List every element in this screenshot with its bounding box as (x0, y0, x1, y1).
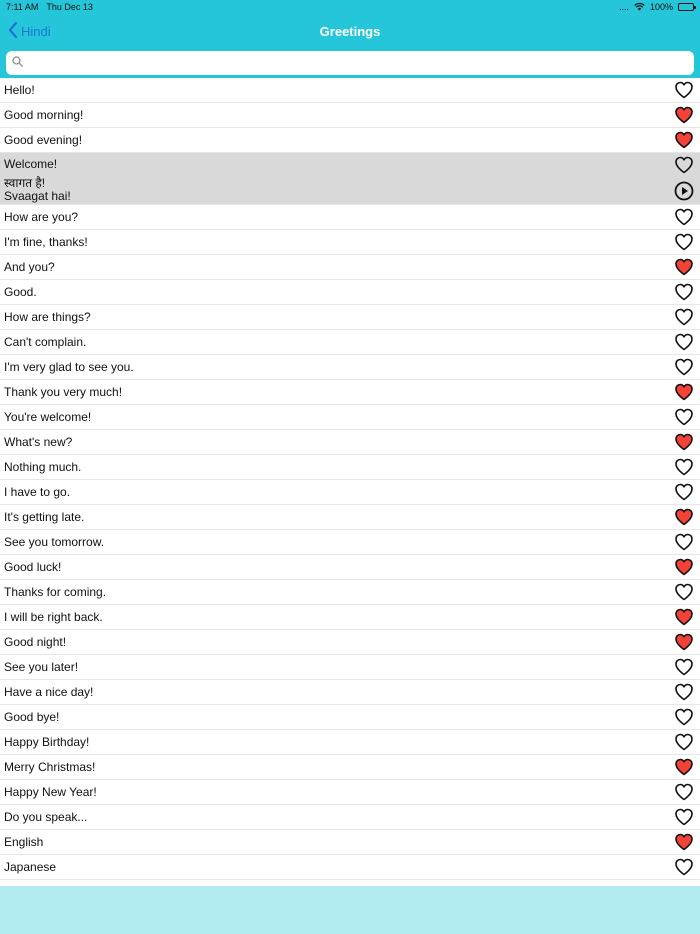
list-item[interactable] (0, 805, 700, 830)
phrase-english: Good bye! (4, 710, 60, 724)
phrase-english: Good morning! (4, 108, 84, 122)
phrase-english: Good night! (4, 635, 67, 649)
phrase-english: Merry Christmas! (4, 760, 96, 774)
heart-outline-icon[interactable] (674, 407, 694, 427)
list-item[interactable] (0, 455, 700, 480)
heart-filled-icon[interactable] (674, 130, 694, 150)
phrase-english: Nothing much. (4, 460, 82, 474)
phrase-english: Happy Birthday! (4, 735, 90, 749)
phrase-english: And you? (4, 260, 55, 274)
phrase-english: Welcome! (4, 157, 58, 171)
list-item[interactable] (0, 405, 700, 430)
page-title: Greetings (319, 23, 381, 39)
phrase-english: How are you? (4, 210, 79, 224)
heart-outline-icon[interactable] (674, 207, 694, 227)
heart-filled-icon[interactable] (674, 382, 694, 402)
wifi-icon (634, 2, 645, 13)
phrase-english: See you tomorrow. (4, 535, 105, 549)
heart-outline-icon[interactable] (674, 682, 694, 702)
list-item[interactable] (0, 103, 700, 128)
heart-outline-icon[interactable] (674, 857, 694, 877)
heart-outline-icon[interactable] (674, 707, 694, 727)
heart-outline-icon[interactable] (674, 782, 694, 802)
phrase-english: Good. (4, 285, 37, 299)
heart-outline-icon[interactable] (674, 482, 694, 502)
phrase-english: Thanks for coming. (4, 585, 107, 599)
phrase-english: Good luck! (4, 560, 62, 574)
list-item[interactable] (0, 680, 700, 705)
list-item[interactable] (0, 530, 700, 555)
heart-outline-icon[interactable] (674, 357, 694, 377)
list-item[interactable] (0, 480, 700, 505)
list-item[interactable] (0, 128, 700, 153)
heart-outline-icon[interactable] (674, 457, 694, 477)
list-item[interactable] (0, 630, 700, 655)
heart-filled-icon[interactable] (674, 257, 694, 277)
phrase-english: Happy New Year! (4, 785, 97, 799)
bottom-bar (0, 886, 700, 934)
list-item[interactable] (0, 555, 700, 580)
list-item[interactable] (0, 605, 700, 630)
heart-outline-icon[interactable] (674, 282, 694, 302)
list-item[interactable] (0, 230, 700, 255)
chevron-left-icon (8, 22, 18, 41)
list-item[interactable] (0, 305, 700, 330)
battery-percent: 100% (649, 2, 673, 12)
list-item[interactable] (0, 730, 700, 755)
search-icon (12, 54, 23, 72)
status-date: Thu Dec 13 (46, 2, 93, 12)
heart-filled-icon[interactable] (674, 557, 694, 577)
play-circle-icon[interactable] (674, 181, 694, 201)
back-button[interactable] (8, 14, 51, 48)
phrase-english: You're welcome! (4, 410, 92, 424)
phrase-english: English (4, 835, 44, 849)
navigation-bar (0, 14, 700, 48)
phrase-english: Have a nice day! (4, 685, 94, 699)
list-item[interactable] (0, 355, 700, 380)
heart-filled-icon[interactable] (674, 757, 694, 777)
phrase-english: What's new? (4, 435, 73, 449)
phrase-english: It's getting late. (4, 510, 85, 524)
phrase-english: How are things? (4, 310, 91, 324)
heart-outline-icon[interactable] (674, 532, 694, 552)
phrase-english: I have to go. (4, 485, 71, 499)
heart-outline-icon[interactable] (674, 332, 694, 352)
list-item-content (4, 153, 71, 203)
phrase-english: I will be right back. (4, 610, 103, 624)
phrase-english: Japanese (4, 860, 57, 874)
list-item[interactable] (0, 153, 700, 205)
heart-filled-icon[interactable] (674, 607, 694, 627)
phrase-native: स्वागत है! (4, 176, 46, 190)
list-item[interactable] (0, 505, 700, 530)
heart-outline-icon[interactable] (674, 307, 694, 327)
signal-indicator: .... (618, 2, 629, 12)
list-item[interactable] (0, 430, 700, 455)
heart-filled-icon[interactable] (674, 832, 694, 852)
phrase-english: Do you speak... (4, 810, 88, 824)
heart-outline-icon[interactable] (674, 582, 694, 602)
heart-outline-icon[interactable] (674, 657, 694, 677)
list-item[interactable] (0, 705, 700, 730)
phrase-english: I'm very glad to see you. (4, 360, 134, 374)
heart-filled-icon[interactable] (674, 432, 694, 452)
status-bar (0, 0, 700, 14)
heart-filled-icon[interactable] (674, 105, 694, 125)
phrase-english: Good evening! (4, 133, 83, 147)
heart-outline-icon[interactable] (674, 232, 694, 252)
search-bar (0, 48, 700, 78)
list-item[interactable] (0, 580, 700, 605)
status-time: 7:11 AM (6, 2, 39, 12)
list-item[interactable] (0, 830, 700, 855)
list-item[interactable] (0, 330, 700, 355)
list-item[interactable] (0, 205, 700, 230)
search-box[interactable] (6, 51, 694, 75)
heart-filled-icon[interactable] (674, 507, 694, 527)
phrase-english: See you later! (4, 660, 79, 674)
heart-outline-icon[interactable] (674, 732, 694, 752)
phrase-english: Thank you very much! (4, 385, 123, 399)
back-button-label: Hindi (21, 23, 51, 39)
phrase-romanized: Svaagat hai! (4, 189, 71, 203)
list-item[interactable] (0, 280, 700, 305)
heart-outline-icon[interactable] (674, 155, 694, 175)
list-item[interactable] (0, 655, 700, 680)
list-item[interactable] (0, 855, 700, 880)
list-item[interactable] (0, 255, 700, 280)
heart-outline-icon[interactable] (674, 807, 694, 827)
heart-filled-icon[interactable] (674, 632, 694, 652)
list-item[interactable] (0, 755, 700, 780)
list-item[interactable] (0, 78, 700, 103)
phrase-english: Hello! (4, 83, 35, 97)
phrase-english: I'm fine, thanks! (4, 235, 88, 249)
search-input[interactable] (29, 56, 688, 70)
list-item[interactable] (0, 780, 700, 805)
phrase-list (0, 78, 700, 886)
battery-icon (678, 3, 694, 11)
heart-outline-icon[interactable] (674, 80, 694, 100)
phrase-english: Can't complain. (4, 335, 87, 349)
list-item[interactable] (0, 380, 700, 405)
